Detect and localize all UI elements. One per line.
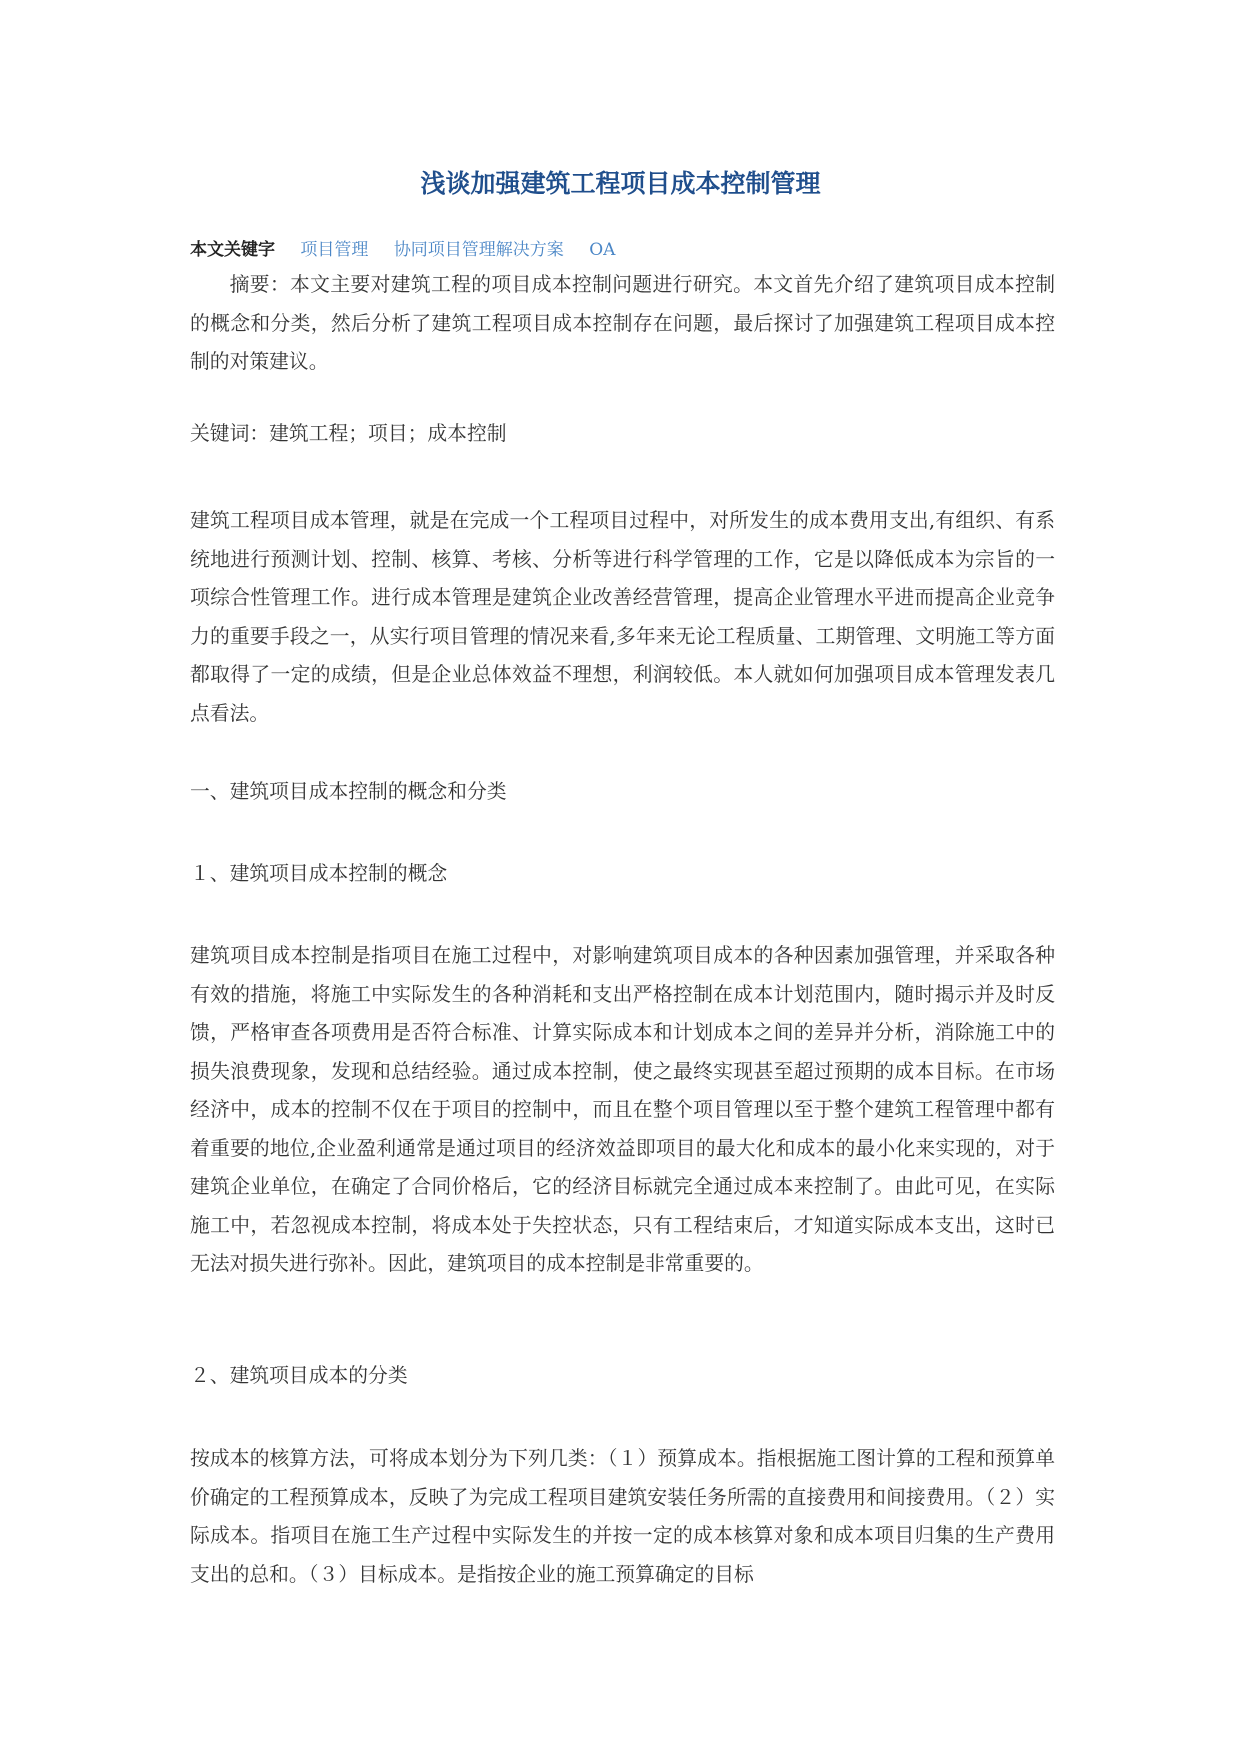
keywords-line: 关键词：建筑工程；项目；成本控制 [190,422,507,445]
keyword-link-collab-solution[interactable]: 协同项目管理解决方案 [393,240,564,260]
keyword-link-oa[interactable]: OA [589,240,616,260]
subsection-1-paragraph: 建筑项目成本控制是指项目在施工过程中，对影响建筑项目成本的各种因素加强管理，并采取各种有效的措施，将施工中实际发生的各种消耗和支出严格控制在成本计划范围内，随时揭示并及时反馈，严格审查各项费用是否符合标准、计算实际成本和计划成本之间的差异并分析，消除施工中的损失浪费现象，发现和总结经验。通过成本控制，使之最终实现甚至超过预期的成本目标。在市场经济中，成本的控制不仅在于项目的控制中，而且在整个项目管理以至于整个建筑工程管理中都有着重要的地位,企业盈利通常是通过项目的经济效益即项目的最大化和成本的最小化来实现的，对于建筑企业单位，在确定了合同价格后，它的经济目标就完全通过成本来控制了。由此可见，在实际施工中，若忽视成本控制，将成本处于失控状态，只有工程结束后，才知道实际成本支出，这时已无法对损失进行弥补。因此，建筑项目的成本控制是非常重要的。 [190,944,1055,1275]
subsection-1-heading: １、建筑项目成本控制的概念 [190,862,448,885]
section-1-heading: 一、建筑项目成本控制的概念和分类 [190,780,507,803]
page-title: 浅谈加强建筑工程项目成本控制管理 [420,169,821,198]
abstract-paragraph: 摘要：本文主要对建筑工程的项目成本控制问题进行研究。本文首先介绍了建筑项目成本控制的概念和分类，然后分析了建筑工程项目成本控制存在问题，最后探讨了加强建筑工程项目成本控制的对策建议。 [190,273,1055,373]
keyword-bar [190,236,635,264]
keyword-bar-label: 本文关键字 [190,240,275,260]
intro-paragraph: 建筑工程项目成本管理，就是在完成一个工程项目过程中，对所发生的成本费用支出,有组织、有系统地进行预测计划、控制、核算、考核、分析等进行科学管理的工作，它是以降低成本为宗旨的一项综合性管理工作。进行成本管理是建筑企业改善经营管理，提高企业管理水平进而提高企业竞争力的重要手段之一，从实行项目管理的情况来看,多年来无论工程质量、工期管理、文明施工等方面都取得了一定的成绩，但是企业总体效益不理想，利润较低。本人就如何加强项目成本管理发表几点看法。 [190,509,1055,725]
keyword-link-project-management[interactable]: 项目管理 [300,240,369,260]
subsection-2-heading: ２、建筑项目成本的分类 [190,1364,408,1387]
subsection-2-paragraph: 按成本的核算方法，可将成本划分为下列几类：（１）预算成本。指根据施工图计算的工程和预算单价确定的工程预算成本，反映了为完成工程项目建筑安装任务所需的直接费用和间接费用。（２）实际成本。指项目在施工生产过程中实际发生的并按一定的成本核算对象和成本项目归集的生产费用支出的总和。（３）目标成本。是指按企业的施工预算确定的目标 [190,1447,1055,1586]
